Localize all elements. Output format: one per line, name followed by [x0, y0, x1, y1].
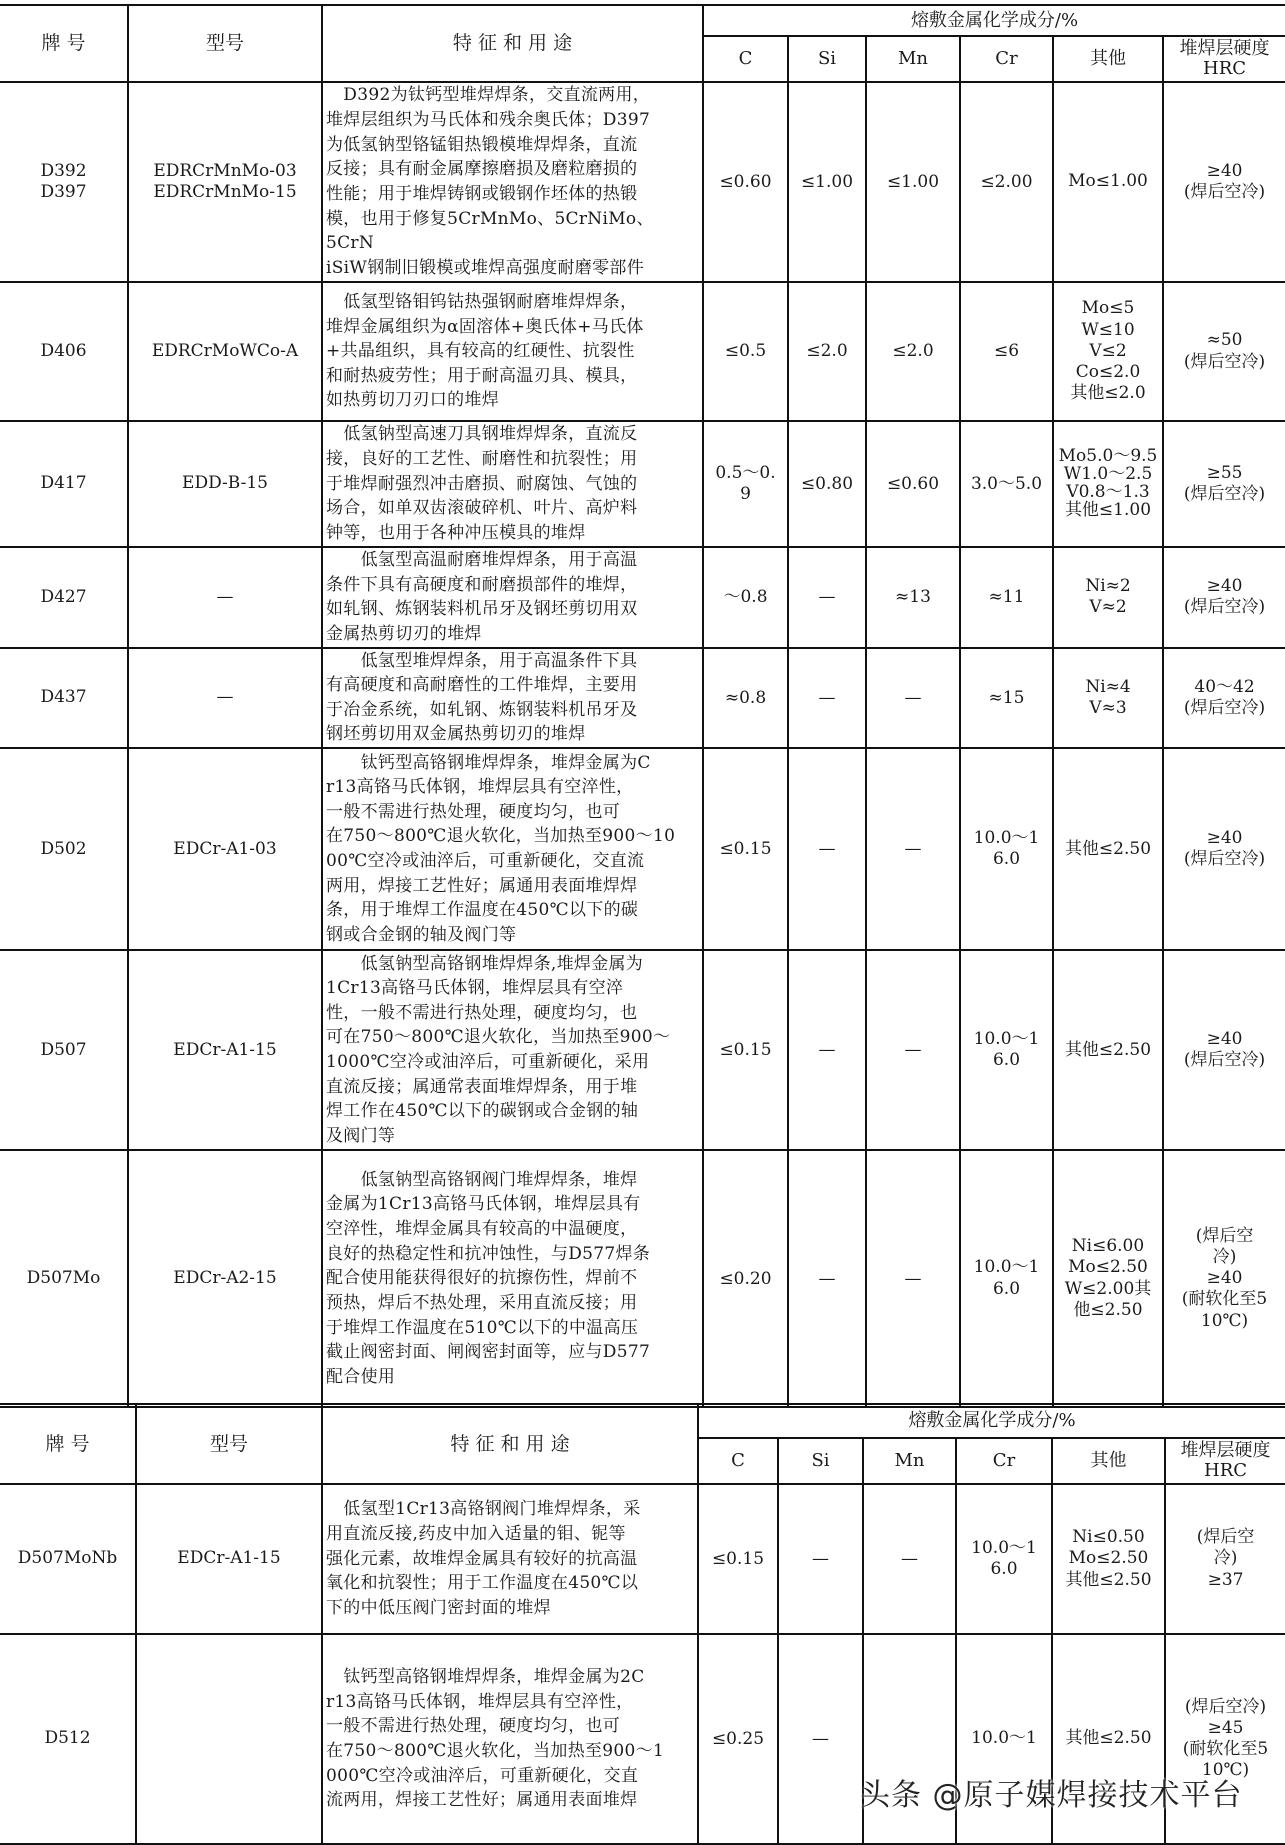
header-composition-group-2: 熔敷金属化学成分/% — [698, 1404, 1285, 1438]
description-cell-line: 截止阀密封面、闸阀密封面等，应与D577 — [326, 1342, 651, 1363]
other-cell-line: 其他≤2.50 — [1065, 1569, 1152, 1590]
cr-cell-line: 6.0 — [992, 849, 1021, 870]
header-model: 型号 — [128, 5, 322, 82]
description-cell-line: 1000℃空冷或油淬后，可重新硬化，采用 — [326, 1052, 650, 1073]
description-cell-line: 在750～800℃退火软化，当加热至900～10 — [326, 826, 676, 847]
description-cell-line: 配合使用能获得很好的抗擦伤性，焊前不 — [326, 1268, 638, 1289]
description-cell-line: 堆焊层组织为马氏体和残余奥氏体；D397 — [326, 110, 651, 131]
description-cell-line: 焊工作在450℃以下的碳钢或合金钢的轴 — [326, 1101, 639, 1122]
description-cell — [322, 1150, 703, 1407]
model-cell — [128, 282, 322, 421]
model-cell-line: EDRCrMoWCo-A — [151, 340, 299, 361]
model-cell — [128, 82, 322, 282]
other-cell-line: W1.0～2.5 — [1063, 464, 1153, 485]
mn-cell: ≈13 — [866, 547, 960, 648]
other-cell-line: V≤2 — [1089, 340, 1127, 361]
cr-cell-line: 6.0 — [992, 1278, 1021, 1299]
description-cell-line: 有高硬度和高耐磨性的工件堆焊，主要用 — [326, 675, 638, 696]
si-cell: — — [778, 1484, 863, 1634]
other-cell — [1053, 282, 1163, 421]
cr-cell — [960, 1150, 1053, 1407]
hardness-cell — [1163, 748, 1285, 950]
header-brand: 牌 号 — [0, 5, 128, 82]
description-cell-line: 于堆焊工作温度在510℃以下的中温高压 — [326, 1317, 639, 1338]
header-model-2: 型号 — [136, 1404, 322, 1484]
brand-cell — [0, 282, 128, 421]
hardness-cell-line: 冷) — [1213, 1548, 1238, 1569]
header-brand-2: 牌 号 — [0, 1404, 136, 1484]
model-cell-line: EDRCrMnMo-03 — [153, 160, 297, 181]
description-cell-line: 反接；具有耐金属摩擦磨损及磨粒磨损的 — [326, 159, 638, 180]
model-cell-line: EDD-B-15 — [182, 473, 268, 494]
model-cell-line: EDCr-A1-15 — [173, 1039, 277, 1060]
mn-cell: — — [866, 648, 960, 749]
other-cell — [1053, 648, 1163, 749]
other-cell-line: Mo≤1.00 — [1068, 171, 1148, 192]
other-cell-line: 其他≤2.50 — [1065, 1728, 1152, 1749]
model-cell — [128, 547, 322, 648]
mn-cell: ≤0.60 — [866, 421, 960, 547]
si-cell: — — [788, 648, 866, 749]
brand-cell-line: D502 — [40, 838, 87, 859]
description-cell — [322, 421, 703, 547]
description-cell-line: 低氢钠型高铬钢堆焊焊条,堆焊金属为 — [326, 953, 644, 974]
hardness-cell — [1163, 82, 1285, 282]
brand-cell-line: D437 — [40, 687, 87, 708]
description-cell-line: 低氢钠型高速刀具钢堆焊焊条，直流反 — [326, 424, 638, 445]
description-cell-line: 场合，如单双齿滚破碎机、叶片、高炉料 — [326, 498, 638, 519]
c-cell: ≤0.15 — [703, 748, 788, 950]
brand-cell — [0, 1484, 136, 1634]
c-cell: ≤0.25 — [698, 1634, 778, 1844]
cr-cell: ≤2.00 — [960, 82, 1053, 282]
brand-cell — [0, 1150, 128, 1407]
other-cell-line: Co≤2.0 — [1075, 362, 1141, 383]
hardness-cell-line: 冷) — [1212, 1246, 1237, 1267]
header-composition-group: 熔敷金属化学成分/% — [703, 5, 1285, 36]
cr-cell — [960, 748, 1053, 950]
description-cell — [322, 748, 703, 950]
hardness-cell-line: 10℃) — [1201, 1760, 1250, 1781]
hardness-cell — [1163, 282, 1285, 421]
hardness-cell-line: ≥40 — [1206, 1028, 1243, 1049]
hardness-cell-line: (焊后空冷) — [1183, 182, 1266, 202]
cr-cell: ≈11 — [960, 547, 1053, 648]
brand-cell — [0, 547, 128, 648]
description-cell-line: 模，也用于修复5CrMnMo、5CrNiMo、5CrN — [326, 208, 654, 254]
cr-cell-line: 10.0～1 — [971, 1728, 1037, 1749]
description-cell-line: 堆焊金属组织为α固溶体+奥氏体+马氏体 — [326, 316, 644, 337]
description-cell-line: 低氢型1Cr13高铬钢阀门堆焊焊条，采 — [326, 1499, 641, 1520]
table-row — [0, 82, 1285, 282]
brand-cell — [0, 950, 128, 1150]
hardness-cell-line: ≥40 — [1206, 1268, 1243, 1288]
description-cell — [322, 282, 703, 421]
brand-cell — [0, 421, 128, 547]
brand-cell-line: D417 — [40, 473, 87, 494]
other-cell-line: W≤10 — [1081, 319, 1135, 340]
hardness-cell-line: (焊后空冷) — [1183, 351, 1266, 372]
brand-cell — [0, 648, 128, 749]
description-cell-line: 空淬性，堆焊金属具有较高的中温硬度， — [326, 1219, 638, 1240]
hardness-cell-line: (耐软化至5 — [1181, 1289, 1268, 1310]
description-cell-line: 可在750～800℃退火软化，当加热至900～ — [326, 1027, 671, 1048]
table-row — [0, 1484, 1285, 1634]
model-cell — [128, 748, 322, 950]
description-cell-line: D392为钛钙型堆焊焊条，交直流两用， — [326, 85, 651, 106]
c-cell — [703, 421, 788, 547]
header-features: 特 征 和 用 途 — [322, 5, 703, 82]
description-cell-line: 钢坯剪切用双金属热剪切刃的堆焊 — [326, 724, 586, 745]
description-cell-line: 及阀门等 — [326, 1126, 396, 1147]
other-cell-line: Mo≤2.50 — [1068, 1548, 1149, 1569]
model-cell-line: — — [216, 586, 234, 607]
cr-cell — [956, 1484, 1052, 1634]
other-cell-line: 其他≤1.00 — [1064, 499, 1152, 520]
hardness-cell-line: ≈50 — [1206, 330, 1243, 351]
description-cell-line: 低氢型堆焊焊条，用于高温条件下具 — [326, 650, 638, 671]
description-cell-line: 钟等，也用于各种冲压模具的堆焊 — [326, 522, 586, 543]
description-cell-line: 1Cr13高铬马氏体钢，堆焊层具有空淬 — [326, 978, 624, 999]
hardness-cell-line: ≥55 — [1206, 462, 1243, 483]
cr-cell-line: 10.0～1 — [973, 1028, 1040, 1049]
description-cell-line: 000℃空冷或油淬后，可重新硬化，交直 — [326, 1765, 639, 1786]
hardness-cell-line: (焊后空冷) — [1183, 597, 1266, 618]
mn-cell: — — [866, 950, 960, 1150]
mn-cell: — — [863, 1484, 956, 1634]
cr-cell-line: 10.0～1 — [971, 1537, 1037, 1558]
brand-cell-line: D507Mo — [26, 1268, 101, 1288]
hardness-cell-line: (耐软化至5 — [1182, 1739, 1269, 1759]
brand-cell-line: D507MoNb — [17, 1548, 118, 1569]
other-cell-line: Ni≤6.00 — [1071, 1236, 1145, 1257]
model-cell-line: — — [216, 687, 234, 708]
other-cell-line: Ni≤0.50 — [1072, 1527, 1145, 1548]
description-cell-line: 如热剪切刀刃口的堆焊 — [326, 390, 499, 411]
header-si-2: Si — [778, 1438, 863, 1484]
description-cell-line: 性能；用于堆焊铸钢或锻钢作坯体的热锻 — [326, 184, 638, 204]
hardness-cell-line: (焊后空冷) — [1183, 1050, 1266, 1071]
other-cell-line: 其他≤2.50 — [1064, 1039, 1152, 1060]
si-cell: ≤0.80 — [788, 421, 866, 547]
other-cell — [1053, 82, 1163, 282]
table-row — [0, 282, 1285, 421]
other-cell-line: Ni≈2 — [1085, 576, 1131, 597]
table-row — [0, 648, 1285, 749]
model-cell — [128, 1150, 322, 1407]
model-cell-line: EDRCrMnMo-15 — [153, 182, 297, 202]
cr-cell: 3.0～5.0 — [960, 421, 1053, 547]
description-cell-line: iSiW钢制旧锻模或堆焊高强度耐磨零部件 — [326, 257, 644, 278]
description-cell-line: 金属热剪切刃的堆焊 — [326, 623, 482, 644]
si-cell: ≤1.00 — [788, 82, 866, 282]
description-cell — [322, 648, 703, 749]
other-cell-line: Mo≤5 — [1081, 298, 1135, 319]
description-cell-line: 用直流反接,药皮中加入适量的钼、铌等 — [326, 1524, 626, 1545]
hardness-cell-line: 10℃) — [1200, 1310, 1249, 1331]
description-cell — [322, 1484, 698, 1634]
brand-cell-line: D427 — [40, 586, 87, 607]
si-cell: ≤2.0 — [788, 282, 866, 421]
description-cell-line: 一般不需进行热处理，硬度均匀，也可 — [326, 801, 621, 822]
description-cell-line: 和耐热疲劳性；用于耐高温刃具、模具， — [326, 365, 638, 386]
table-row — [0, 547, 1285, 648]
hardness-cell-line: ≥37 — [1207, 1569, 1244, 1590]
model-cell-line: EDCr-A2-15 — [173, 1268, 277, 1288]
description-cell-line: r13高铬马氏体钢，堆焊层具有空淬性， — [326, 777, 634, 798]
description-cell-line: 如轧钢、炼钢装料机吊牙及钢坯剪切用双 — [326, 599, 638, 620]
other-cell-line: V≈3 — [1089, 697, 1127, 718]
brand-cell — [0, 82, 128, 282]
other-cell — [1053, 950, 1163, 1150]
model-cell — [128, 648, 322, 749]
description-cell-line: 氧化和抗裂性；用于工作温度在450℃以 — [326, 1573, 639, 1594]
description-cell — [322, 82, 703, 282]
c-cell: ≤0.15 — [698, 1484, 778, 1634]
description-cell-line: 低氢钠型高铬钢阀门堆焊焊条，堆焊 — [326, 1169, 638, 1190]
other-cell-line: W≤2.00其 — [1064, 1278, 1152, 1299]
brand-cell-line: D397 — [40, 182, 87, 202]
si-cell: — — [788, 1150, 866, 1407]
hardness-cell-line: (焊后空冷) — [1183, 484, 1266, 504]
si-cell: — — [778, 1634, 863, 1844]
c-cell: ≤0.60 — [703, 82, 788, 282]
description-cell-line: 强化元素，故堆焊金属具有较好的抗高温 — [326, 1548, 638, 1569]
model-cell — [136, 1634, 322, 1844]
description-cell-line: 预热，焊后不热处理，采用直流反接；用 — [326, 1292, 638, 1313]
si-cell: — — [788, 950, 866, 1150]
hardness-cell-line: ≥45 — [1207, 1717, 1244, 1738]
model-cell — [128, 950, 322, 1150]
hardness-cell-line: (焊后空冷) — [1183, 849, 1266, 870]
si-cell: — — [788, 748, 866, 950]
c-cell: ≤0.5 — [703, 282, 788, 421]
electrode-table-part1 — [0, 4, 1285, 1408]
hardness-cell-line: (焊后空冷) — [1183, 697, 1266, 718]
hardness-cell — [1163, 950, 1285, 1150]
c-cell: ～0.8 — [703, 547, 788, 648]
description-cell-line: 下的中低压阀门密封面的堆焊 — [326, 1597, 551, 1618]
header-hardness-2: 堆焊层硬度HRC — [1165, 1438, 1285, 1484]
description-cell-line: 接，良好的工艺性、耐磨性和抗裂性；用 — [326, 449, 638, 470]
other-cell — [1053, 1150, 1163, 1407]
c-cell: ≤0.15 — [703, 950, 788, 1150]
cr-cell-line: 6.0 — [992, 1050, 1021, 1071]
model-cell-line: EDCr-A1-03 — [173, 838, 277, 859]
description-cell-line: +共晶组织，具有较高的红硬性、抗裂性 — [326, 341, 635, 362]
mn-cell: ≤2.0 — [866, 282, 960, 421]
header-mn-2: Mn — [863, 1438, 956, 1484]
mn-cell: — — [866, 1150, 960, 1407]
hardness-cell-line: ≥40 — [1206, 160, 1243, 181]
hardness-cell — [1163, 1150, 1285, 1407]
brand-cell — [0, 1634, 136, 1844]
c-cell: ≈0.8 — [703, 648, 788, 749]
brand-cell-line: D512 — [44, 1728, 91, 1749]
other-cell — [1053, 547, 1163, 648]
cr-cell: ≈15 — [960, 648, 1053, 749]
description-cell-line: 一般不需进行热处理，硬度均匀，也可 — [326, 1716, 621, 1737]
table-row — [0, 421, 1285, 547]
hardness-cell — [1163, 421, 1285, 547]
other-cell-line: 其他≤2.50 — [1064, 838, 1152, 859]
model-cell-line: EDCr-A1-15 — [177, 1548, 281, 1569]
description-cell-line: 钢或合金钢的轴及阀门等 — [326, 925, 517, 946]
description-cell — [322, 1634, 698, 1844]
other-cell-line: Mo≤2.50 — [1068, 1257, 1148, 1278]
hardness-cell — [1163, 547, 1285, 648]
description-cell-line: 于堆焊耐强烈冲击磨损、耐腐蚀、气蚀的 — [326, 473, 638, 494]
description-cell-line: 低氢型高温耐磨堆焊焊条，用于高温 — [326, 550, 638, 570]
header-cr-2: Cr — [956, 1438, 1052, 1484]
brand-cell-line: D507 — [40, 1039, 87, 1060]
header-cr: Cr — [960, 36, 1053, 82]
other-cell-line: Mo5.0～9.5 — [1058, 446, 1158, 467]
header-mn: Mn — [866, 36, 960, 82]
c-cell-line: 9 — [740, 484, 751, 504]
description-cell-line: 在750～800℃退火软化，当加热至900～1 — [326, 1741, 665, 1761]
header-features-2: 特 征 和 用 途 — [322, 1404, 698, 1484]
hardness-cell-line: (焊后空冷) — [1184, 1696, 1267, 1717]
cr-cell: ≤6 — [960, 282, 1053, 421]
brand-cell-line: D406 — [40, 340, 87, 361]
description-cell-line: 性，一般不需进行热处理，硬度均匀，也 — [326, 1002, 638, 1023]
description-cell-line: 配合使用 — [326, 1366, 396, 1387]
brand-cell — [0, 748, 128, 950]
cr-cell — [960, 950, 1053, 1150]
hardness-cell-line: (焊后空 — [1196, 1527, 1255, 1548]
si-cell: — — [788, 547, 866, 648]
model-cell — [128, 421, 322, 547]
cr-cell-line: 10.0～1 — [973, 1257, 1040, 1278]
hardness-cell-line: ≥40 — [1206, 576, 1243, 597]
description-cell-line: 两用，焊接工艺性好；属通用表面堆焊焊 — [326, 875, 638, 896]
hardness-cell — [1165, 1484, 1285, 1634]
description-cell-line: 流两用，焊接工艺性好；属通用表面堆焊 — [326, 1790, 638, 1811]
hardness-cell-line: (焊后空 — [1195, 1225, 1254, 1246]
other-cell-line: 其他≤2.0 — [1070, 383, 1146, 404]
mn-cell: ≤1.00 — [866, 82, 960, 282]
other-cell-line: V≈2 — [1089, 597, 1127, 618]
cr-cell-line: 6.0 — [990, 1559, 1018, 1579]
description-cell-line: 钛钙型高铬钢堆焊焊条，堆焊金属为C — [326, 752, 651, 773]
header-hardness: 堆焊层硬度HRC — [1163, 36, 1285, 82]
model-cell — [136, 1484, 322, 1634]
description-cell — [322, 950, 703, 1150]
other-cell-line: V0.8～1.3 — [1066, 482, 1150, 502]
description-cell-line: 条，用于堆焊工作温度在450℃以下的碳 — [326, 900, 639, 921]
table-row — [0, 950, 1285, 1150]
watermark: 头条 @原子媒焊接技术平台 — [860, 1778, 1243, 1813]
description-cell — [322, 547, 703, 648]
table-row — [0, 748, 1285, 950]
description-cell-line: 条件下具有高硬度和耐磨损部件的堆焊， — [326, 574, 638, 595]
description-cell-line: 直流反接；属通常表面堆焊焊条，用于堆 — [326, 1076, 638, 1097]
c-cell: ≤0.20 — [703, 1150, 788, 1407]
header-si: Si — [788, 36, 866, 82]
brand-cell-line: D392 — [40, 160, 87, 181]
hardness-cell — [1163, 648, 1285, 749]
c-cell-line: 0.5～0. — [715, 462, 776, 483]
other-cell — [1053, 748, 1163, 950]
description-cell-line: r13高铬马氏体钢，堆焊层具有空淬性， — [326, 1691, 634, 1712]
description-cell-line: 良好的热稳定性和抗冲蚀性，与D577焊条 — [326, 1243, 651, 1264]
description-cell-line: 于冶金系统，如轧钢、炼钢装料机吊牙及 — [326, 699, 638, 720]
other-cell — [1053, 421, 1163, 547]
other-cell — [1052, 1484, 1165, 1634]
header-c-2: C — [698, 1438, 778, 1484]
hardness-cell-line: ≥40 — [1206, 827, 1243, 848]
cr-cell-line: 10.0～1 — [973, 827, 1040, 848]
other-cell-line: 他≤2.50 — [1073, 1299, 1143, 1320]
other-cell-line: Ni≈4 — [1085, 676, 1131, 697]
header-other: 其他 — [1053, 36, 1163, 82]
description-cell-line: 为低氢钠型铬锰钼热锻模堆焊焊条，直流 — [326, 134, 638, 155]
mn-cell: — — [866, 748, 960, 950]
description-cell-line: 金属为1Cr13高铬马氏体钢，堆焊层具有 — [326, 1194, 641, 1215]
description-cell-line: 低氢型铬钼钨钴热强钢耐磨堆焊焊条， — [326, 291, 638, 312]
table-row — [0, 1150, 1285, 1407]
header-other-2: 其他 — [1052, 1438, 1165, 1484]
description-cell-line: 00℃空冷或油淬后，可重新硬化，交直流 — [326, 851, 645, 872]
hardness-cell-line: 40～42 — [1194, 676, 1255, 697]
header-c: C — [703, 36, 788, 82]
description-cell-line: 钛钙型高铬钢堆焊焊条，堆焊金属为2C — [326, 1667, 645, 1688]
